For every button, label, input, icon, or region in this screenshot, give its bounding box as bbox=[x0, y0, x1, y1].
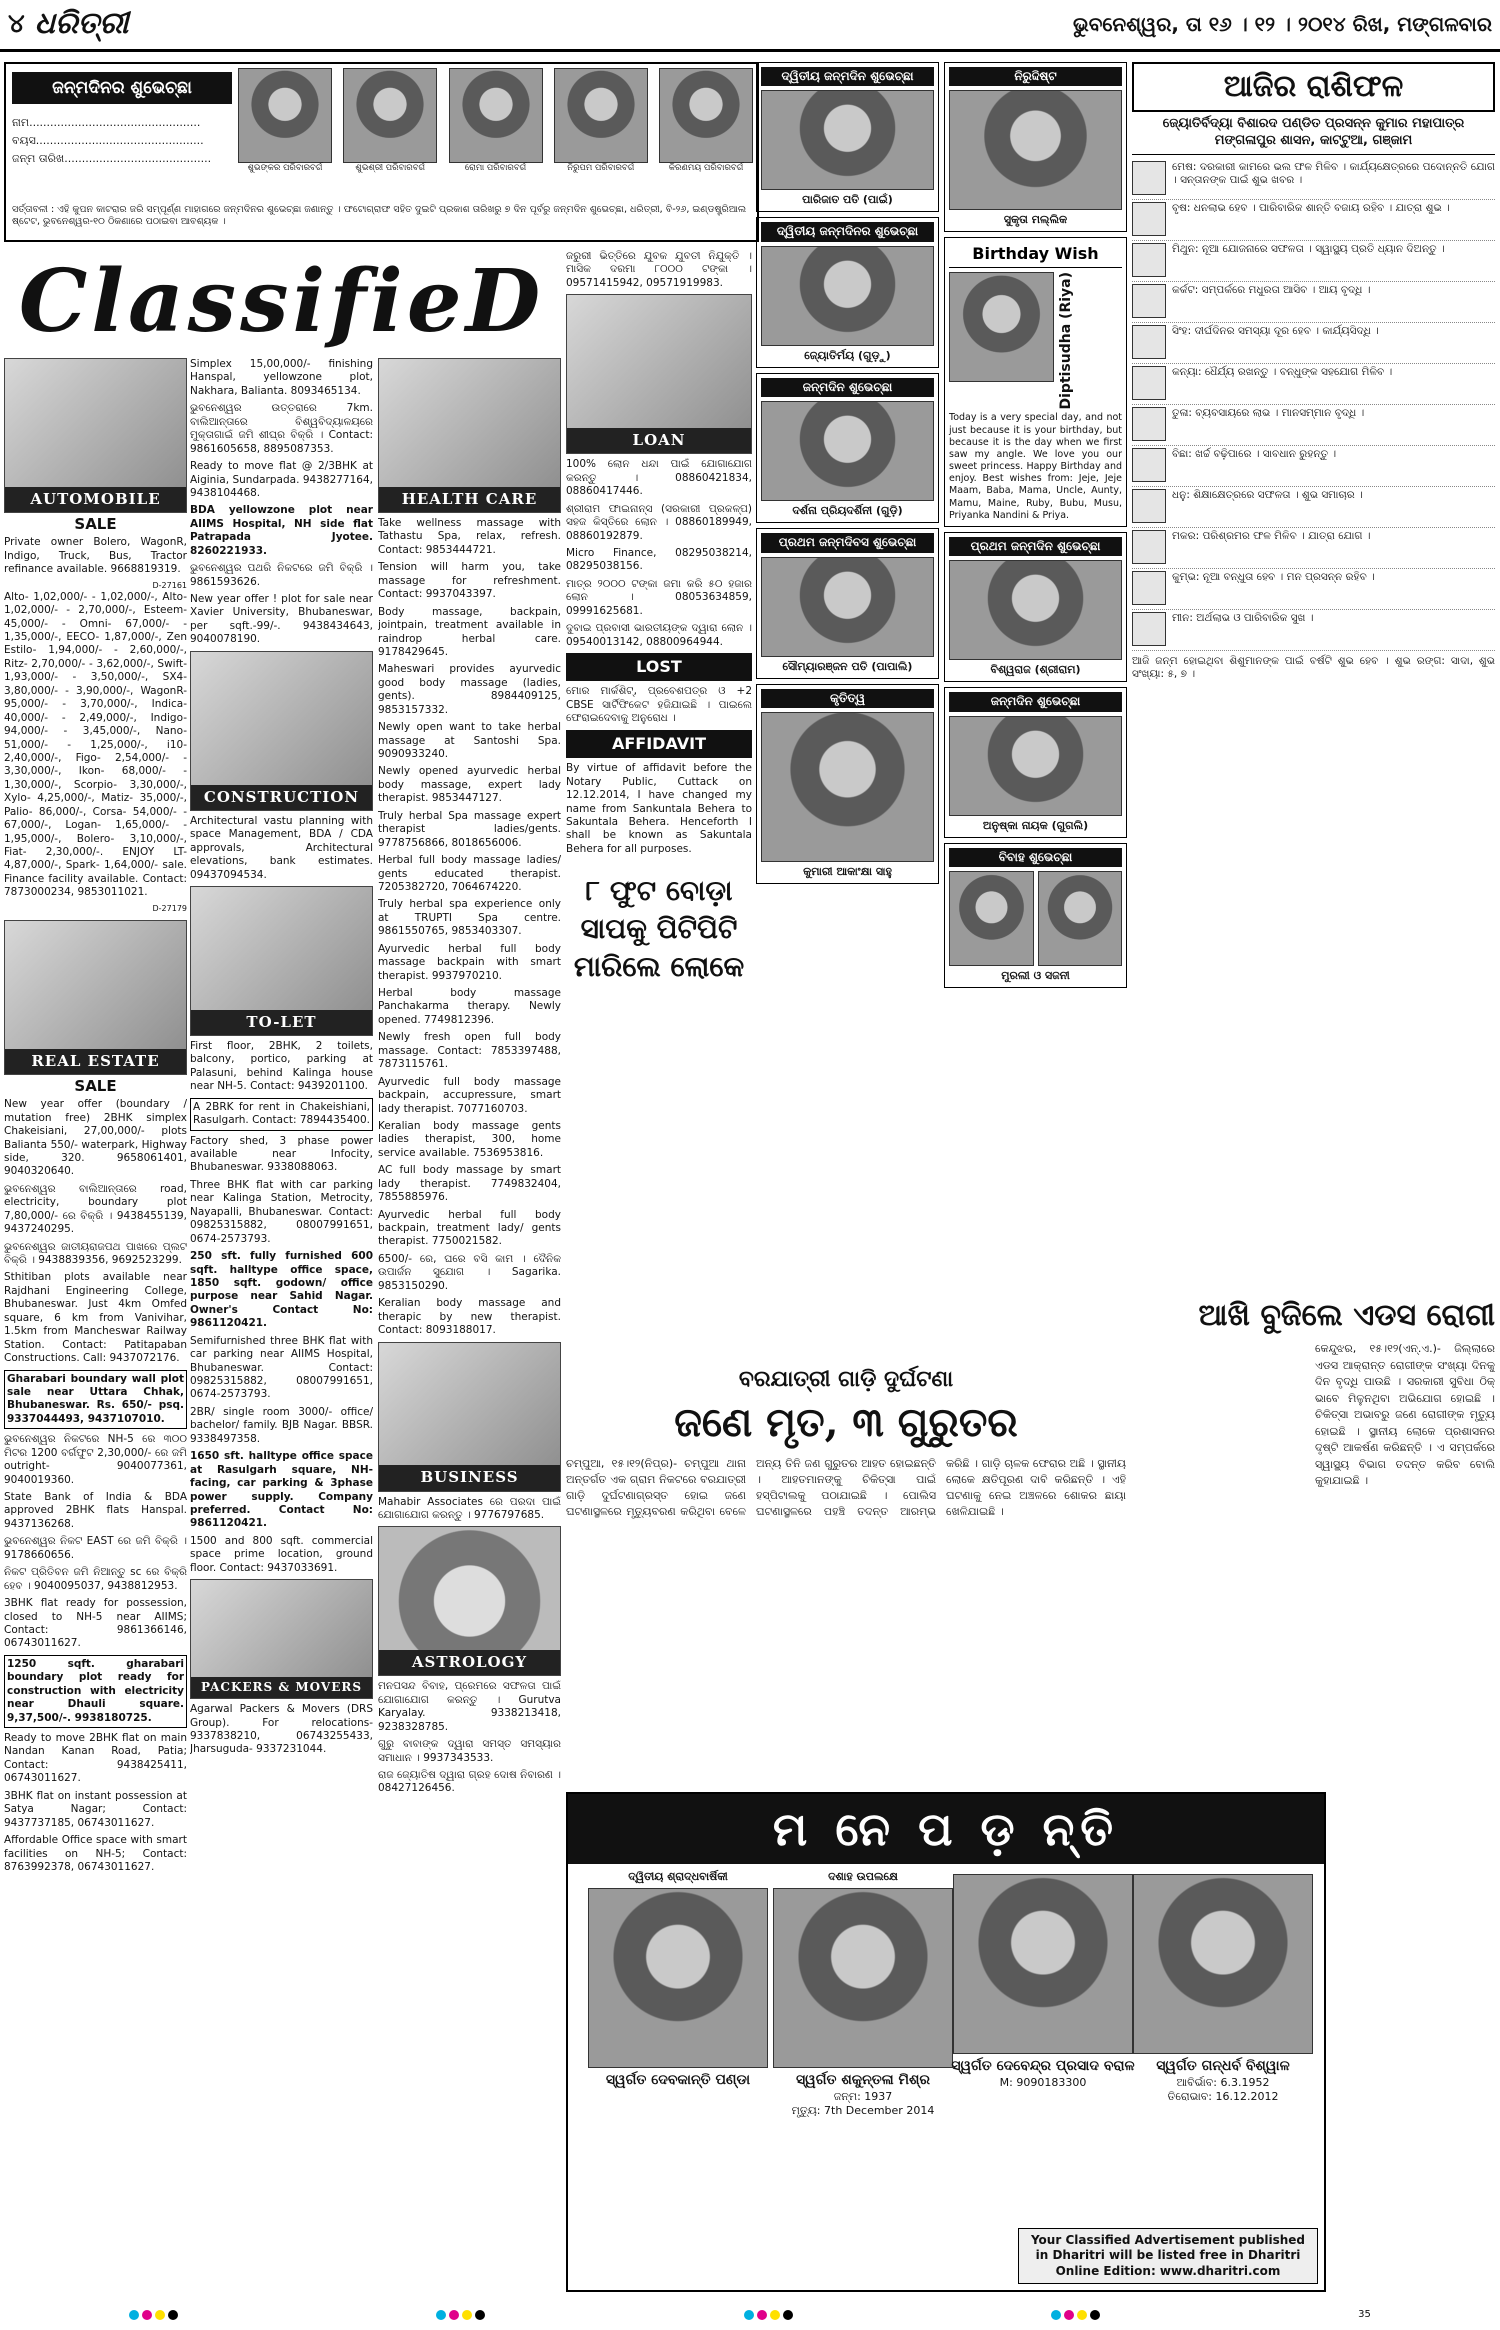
automobile-image bbox=[4, 358, 187, 513]
classified-ad: BDA yellowzone plot near AIIMS Hospital, NH side flat Patrapada Jyotee. 8260221933. bbox=[190, 504, 373, 557]
form-age-line[interactable]: ବୟସ................................................ bbox=[12, 134, 204, 147]
classified-ad-boxed: A 2BRK for rent in Chakeishiani, Rasulgarh. Contact: 7894435400. bbox=[190, 1098, 373, 1131]
construction-image bbox=[190, 651, 373, 811]
loan-image bbox=[566, 294, 752, 454]
classified-ad: 3BHK flat ready for possession, closed to NH-5 near AIIMS; Contact: 9861366146, 06743011627. bbox=[4, 1597, 187, 1650]
wish-title: ଦ୍ୱିତୀୟ ଜନ୍ମଦିନର ଶୁଭେଚ୍ଛା bbox=[761, 222, 934, 241]
child-photo bbox=[949, 560, 1122, 660]
coupon-title: ଜନ୍ମଦିନର ଶୁଭେଚ୍ଛା bbox=[12, 72, 232, 104]
wish-name: ବିଶ୍ୱରାଜ (ଶ୍ରୀରାମ) bbox=[990, 663, 1081, 677]
horoscope-entry: ମୀନ: ଅର୍ଥଲାଭ ଓ ପାରିବାରିକ ସୁଖ । bbox=[1172, 611, 1314, 624]
wish-name: ପାରିଜାତ ପତି (ପାଇଁ) bbox=[802, 193, 893, 207]
wish-box bbox=[944, 532, 1127, 682]
classified-ad: ଭୁବନେଶ୍ୱର ବାଲିଆନ୍ତାରେ road, electricity, boundary plot 7,80,000/- ରେ ବିକ୍ରି । 9438455139, 9437240295. bbox=[4, 1182, 187, 1236]
classified-ad: Mahabir Associates ରେ ପରଦା ପାଇଁ ଯୋଗାଯୋଗ କରନ୍ତୁ । 9776797685. bbox=[378, 1495, 561, 1521]
coupon-terms: ସର୍ତ୍ତାବଳୀ : ଏହି କୁପନ କାଟରାର ଜରି ସମ୍ପୂର୍ଣ୍ଣ ମାହାଗରେ ଜନ୍ମଦିନର ଶୁଭେଚ୍ଛା ଜଣାନ୍ତୁ । ଫଟୋଗ୍ରାଫ ସହିତ ଦୁଇଟି ପ୍ରକାଶ ତାରିଖରୁ ୭ ଦିନ ପୂର୍ବରୁ ଜନ୍ମଦିନ ଶୁଭେଚ୍ଛା, ଧରିତ୍ରୀ, ବି-୨୬, ଇଣ୍ଡଷ୍ଟ୍ରିଆଲ ଷ୍ଟେଟ, ଭୁବନେଶ୍ୱର-୧୦ ଠିକଣାରେ ପଠାଇବା ଆବଶ୍ୟକ । bbox=[12, 204, 747, 227]
classified-ad: Simplex 15,00,000/- finishing Hanspal, yellowzone plot, Nakhara, Balianta. 8093465134. bbox=[190, 358, 373, 397]
horoscope-section bbox=[1132, 62, 1495, 1262]
wish-name: ଦର୍ଶନା ପ୍ରିୟଦର୍ଶିନୀ (ଗୁଡ଼ି) bbox=[792, 504, 903, 518]
classified-ad: ଜରୁରୀ ଭିତ୍ତିରେ ଯୁବକ ଯୁବତୀ ନିଯୁକ୍ତି । ମାସିକ ଦରମା ୮୦୦୦ ଟଙ୍କା । 09571415942, 09571919983. bbox=[566, 250, 752, 289]
libra-icon bbox=[1132, 407, 1166, 441]
ad-code: D-27161 bbox=[152, 580, 187, 590]
classified-ad: Maheswari provides ayurvedic good body massage (ladies, gents). 8984409125, 9853157332. bbox=[378, 663, 561, 716]
loan-label: LOAN bbox=[567, 428, 751, 453]
classified-ad: Herbal full body massage ladies/ gents educated therapist. 7205382720, 7064674220. bbox=[378, 854, 561, 893]
horoscope-entry: ବିଛା: ଖର୍ଚ୍ଚ ବଢ଼ିପାରେ । ସାବଧାନ ରୁହନ୍ତୁ । bbox=[1172, 447, 1337, 460]
tolet-image bbox=[190, 886, 373, 1036]
classified-ad: Ready to move 2BHK flat on main Nandan Kanan Road, Patia; Contact: 9438425411, 06743011627. bbox=[4, 1732, 187, 1785]
gemini-icon bbox=[1132, 243, 1166, 277]
classified-ad-boxed: Gharabari boundary wall plot sale near Uttara Chhak, Bhubaneswar. Rs. 650/- psq. 9337044493, 9437107010. bbox=[4, 1370, 187, 1430]
classified-ad: Three BHK flat with car parking near Kalinga Station, Metrocity, Nayapalli, Bhubaneswar. Contact: 09825315882, 08007991651, 0674-2573793. bbox=[190, 1178, 373, 1245]
page-header bbox=[0, 0, 1500, 52]
classified-ad: ଭୁବନେଶ୍ୱର ଉତ୍ତରାରେ 7km. ବାଲିଆନ୍ତାରେ ବିଶ୍ୱବିଦ୍ୟାଳୟରେ ମୁକ୍ତାଗାଇଁ ଜମି ଶୀଘ୍ର ବିକ୍ରି । Contact: 9861605658, 8895087353. bbox=[190, 402, 373, 455]
classified-ad: AC full body massage by smart lady therapist. 7749832404, 7855885976. bbox=[378, 1164, 561, 1204]
wish-box bbox=[756, 217, 939, 367]
memorial-item: ସ୍ୱର୍ଗତ ଗନ୍ଧର୍ବ ବିଶ୍ୱାଳ ଆବିର୍ଭାବ: 6.3.1952 ତିରୋଭାବ: 16.12.2012 bbox=[1123, 1870, 1323, 2104]
child-photo bbox=[761, 557, 934, 657]
classified-ad: Ready to move flat @ 2/3BHK at Aiginia, Sundarpada. 9438277164, 9438104468. bbox=[190, 460, 373, 499]
wedding-names: ମୁରଲୀ ଓ ସଜନୀ bbox=[1001, 969, 1070, 983]
classified-ad: Newly fresh open full body massage. Contact: 7853397488, 7873115761. bbox=[378, 1031, 561, 1071]
classified-ad-boxed: 1250 sqft. gharabari boundary plot ready for construction with electricity near Dhauli square. 9,37,500/-. 9938180725. bbox=[4, 1655, 187, 1728]
classified-ad: Keralian body massage and therapic by new therapist. Contact: 8093188017. bbox=[378, 1297, 561, 1337]
cancer-icon bbox=[1132, 284, 1166, 318]
child-photo bbox=[554, 68, 648, 163]
classified-ad: Ayurvedic herbal full body massage backpain with smart therapist. 9937970210. bbox=[378, 942, 561, 982]
classified-ad: Tension will harm you, take massage for refreshment. Contact: 9937043397. bbox=[378, 561, 561, 601]
astrology-image bbox=[378, 1526, 561, 1676]
person-photo bbox=[1133, 1874, 1313, 2054]
memorial-item: ଦ୍ୱିତୀୟ ଶ୍ରାଦ୍ଧବାର୍ଷିକୀ ସ୍ୱର୍ଗତ ଦେବକାନ୍ତି ପଣ୍ଡା bbox=[578, 1870, 778, 2090]
person-photo bbox=[953, 1874, 1133, 2054]
child-photo bbox=[949, 272, 1054, 382]
bride-photo bbox=[1038, 871, 1123, 966]
scorpio-icon bbox=[1132, 448, 1166, 482]
missing-title: ନିରୁଦ୍ଦିଷ୍ଟ bbox=[949, 67, 1122, 86]
classified-ad: Micro Finance, 08295038214, 08295038156. bbox=[566, 546, 752, 573]
classified-ad: Agarwal Packers & Movers (DRS Group). For relocations- 9337838210, 06743255433, Jharsuguda- 9337231044. bbox=[190, 1703, 373, 1756]
classified-ad: Ayurvedic full body massage backpain, accupressure, smart lady therapist. 7077160703. bbox=[378, 1075, 561, 1115]
classified-ad: First floor, 2BHK, 2 toilets, balcony, portico, parking at Palasuni, behind Kalinga house near NH-5. Contact: 9439201100. bbox=[190, 1039, 373, 1093]
classified-ad: Take wellness massage with Tathastu Spa, relax, refresh. Contact: 9853444721. bbox=[378, 517, 561, 556]
ad-code: D-27179 bbox=[152, 903, 187, 913]
child-photo bbox=[761, 712, 934, 862]
horoscope-entry: ମେଷ: ଦରକାରୀ କାମରେ ଭଲ ଫଳ ମିଳିବ । କାର୍ଯ୍ୟକ୍ଷେତ୍ରରେ ପଦୋନ୍ନତି ଯୋଗ । ସନ୍ତାନଙ୍କ ପାଇଁ ଶୁଭ ଖବର । bbox=[1172, 160, 1495, 187]
real-estate-label: REAL ESTATE bbox=[5, 1049, 186, 1074]
horoscope-footer: ଆଜି ଜନ୍ମ ହୋଇଥିବା ଶିଶୁମାନଙ୍କ ପାଇଁ ବର୍ଷଟି ଶୁଭ ହେବ । ଶୁଭ ରଙ୍ଗ: ସାଦା, ଶୁଭ ସଂଖ୍ୟା: ୫, ୭ । bbox=[1132, 654, 1495, 681]
column-construction-tolet bbox=[190, 358, 373, 2318]
affidavit-notice: By virtue of affidavit before the Notary Public, Cuttack on 12.12.2014, I have changed my name from Sankuntala Behera to Sakuntala Behera. Henceforth I shall be known as Sakuntala Behera for all purposes. bbox=[566, 762, 752, 855]
child-photo bbox=[449, 68, 543, 163]
wish-title: କୃତିତ୍ୱ bbox=[761, 689, 934, 708]
classified-ad: 250 sft. fully furnished 600 sqft. halltype office space, 1850 sqft. godown/ office purpose near Sahid Nagar. Owner's Contact No: 9861120421. bbox=[190, 1250, 373, 1330]
horoscope-author: ଜ୍ୟୋତିର୍ବିଦ୍ୟା ବିଶାରଦ ପଣ୍ଡିତ ପ୍ରସନ୍ନ କୁମାର ମହାପାତ୍ର ମଙ୍ଗଳାପୁର ଶାସନ, କାଟ୍ଟୁଆ, ଗଞ୍ଜାମ bbox=[1132, 112, 1495, 154]
business-image bbox=[378, 1342, 561, 1492]
child-photo bbox=[659, 68, 753, 163]
wish-box bbox=[756, 684, 939, 884]
coupon-form bbox=[12, 114, 262, 168]
person-photo bbox=[773, 1888, 953, 2068]
wish-box bbox=[756, 373, 939, 523]
wish-name: ଜ୍ୟୋତିର୍ମୟ (ଗୁଡ଼ୁ) bbox=[804, 348, 891, 362]
automobile-sale-heading: SALE bbox=[74, 515, 117, 533]
pisces-icon bbox=[1132, 612, 1166, 646]
classified-ad: New year offer ! plot for sale near Xavier University, Bhubaneswar, per sqft.-99/-. 9438434643, 9040078190. bbox=[190, 593, 373, 646]
business-label: BUSINESS bbox=[379, 1465, 560, 1490]
child-photo bbox=[761, 246, 934, 346]
photo-caption: ନିରୁପମ ପରିବାରବର୍ଗ bbox=[567, 163, 635, 173]
horoscope-entry: ତୁଳା: ବ୍ୟବସାୟରେ ଲାଭ । ମାନସମ୍ମାନ ବୃଦ୍ଧି । bbox=[1172, 406, 1365, 419]
classified-ad: Alto- 1,02,000/- - 1,02,000/-, Alto- 1,02,000/- - 2,70,000/-, Esteem- 45,000/- - Omni- 67,000/- - 1,35,000/-, EECO- 1,87,000/-, Zen Estilo- 1,94,000/- - 2,60,000/-, Ritz- 2,70,000/- - 3,62,000/-, Swift- 1,93,000/- - 3,50,000/-, SX4- 3,80,000/- - 3,90,000/-, WagonR- 95,000/- - 3,70,000/-, Indica- 40,000/- - 2,49,000/-, Indigo- 94,000/- - 3,45,000/-, Nano- 51,000/- - 1,25,000/-, i10- 2,40,000/-, Figo- 2,54,000/- - 3,30,000/-, Ikon- 68,000/- - 1,30,000/-, Scorpio- 3,30,000/-, Xylo- 4,25,000/-, Matiz- 35,000/-, Palio- 86,000/-, Corsa- 54,000/- - 67,000/-, Logan- 1,65,000/- - 1,95,000/-, Bolero- 3,10,000/-, Fiat- 2,30,000/-. ENJOY LT- 4,87,000/-, Spark- 1,64,000/- sale. Finance facility available. Contact: 7873000234, 9853011021. bbox=[4, 590, 187, 899]
memorial-banner: ମ ନେ ପ ଡ଼ ନ୍ତି bbox=[568, 1794, 1324, 1864]
online-edition-promo: Your Classified Advertisement published in Dharitri will be listed free in Dharitri Online Edition: www.dharitri.com bbox=[1018, 2228, 1318, 2284]
horoscope-entry: ଧନୁ: ଶିକ୍ଷାକ୍ଷେତ୍ରରେ ସଫଳତା । ଶୁଭ ସମାଚାର । bbox=[1172, 488, 1363, 501]
wish-name: ଅନୁଷ୍କା ନାୟକ (ଗୁଗଲି) bbox=[982, 818, 1089, 832]
classified-ad: Sthitiban plots available near Rajdhani Engineering College, Bhubaneswar. Just 4km Omfed square, 6 km from Vanivihar, 1.5km from Mancheswar Railway Station. Contact: Patitapaban Constructions. Call: 9437072176. bbox=[4, 1271, 187, 1365]
classified-ad: New year offer (boundary / mutation free) 2BHK simplex Chakeisiani, 27,00,000/- plots Balianta 550/- waterpark, Highway side, 320. 9658061401, 9040320640. bbox=[4, 1098, 187, 1178]
birthday-wish-message: Today is a very special day, and not just because it is your birthday, but because it is the day when we first saw my angle. We love you our sweet princess. Happy Birthday and enjoy. Best wishes from: Jeje, Jeje Maam, Baba, Mama, Uncle, Aunty, Mamu, Maine, Ruby, Bubu, Musu, Priyanka Nandini & Priya. bbox=[949, 412, 1122, 521]
horoscope-entry: ସିଂହ: ଦୀର୍ଘଦିନର ସମସ୍ୟା ଦୂର ହେବ । କାର୍ଯ୍ୟସିଦ୍ଧି । bbox=[1172, 324, 1379, 337]
column-wishes-b bbox=[944, 62, 1127, 1232]
classified-ad: Newly opened ayurvedic herbal body massage, expert lady therapist. 9853447127. bbox=[378, 765, 561, 805]
story-kicker: ବରଯାତ୍ରୀ ଗାଡ଼ି ଦୁର୍ଘଟଣା bbox=[738, 1366, 954, 1392]
lost-notice: ମୋର ମାର୍କଶିଟ୍, ପ୍ରବେଶପତ୍ର ଓ +2 CBSE ସାର୍ଟିଫିକେଟ ହଜିଯାଇଛି । ପାଇଲେ ଫେରାଇଦେବାକୁ ଅନୁରୋଧ । bbox=[566, 685, 752, 725]
automobile-label: AUTOMOBILE bbox=[5, 487, 186, 512]
classified-ad: Private owner Bolero, WagonR, Indigo, Truck, Bus, Tractor refinance available. 9668819319. bbox=[4, 536, 187, 576]
registration-dots bbox=[1051, 2310, 1100, 2320]
child-photo bbox=[761, 90, 934, 190]
classified-ad: Factory shed, 3 phase power available near Infocity, Bhubaneswar. 9338088063. bbox=[190, 1134, 373, 1174]
classified-ad: State Bank of India & BDA approved 2BHK flats Hanspal. 9437136268. bbox=[4, 1491, 187, 1530]
person-photo bbox=[949, 90, 1122, 210]
classified-ad: Semifurnished three BHK flat with car parking near AIIMS Hospital, Bhubaneswar. Contact: 09825315882, 08007991651, 0674-2573793. bbox=[190, 1334, 373, 1401]
classified-ad: Body massage, backpain, jointpain, treatment available in raindrop herbal care. 9178429645. bbox=[378, 605, 561, 658]
story-headline: ଆଖି ବୁଜିଲେ ଏଡସ ରୋଗୀ bbox=[1198, 1298, 1495, 1333]
memorial-item: ସ୍ୱର୍ଗତ ଦେବେନ୍ଦ୍ର ପ୍ରସାଦ ବରାଳ M: 9090183300 bbox=[943, 1870, 1143, 2090]
wish-box bbox=[756, 62, 939, 212]
classified-ad: ମାତ୍ର ୨୦୦୦ ଟଙ୍କା ଜମା କରି ୫୦ ହଜାର ଲୋନ । 08053634859, 09991625681. bbox=[566, 577, 752, 617]
classified-ad: ଭୁବନେଶ୍ୱର ନିକଟରେ NH-5 ରେ ୩୦୦ ମିଟର 1200 ବର୍ଗଫୁଟ 2,30,000/- ରେ ଜମି outright- 9040077361, 9040019360. bbox=[4, 1433, 187, 1486]
memorial-section bbox=[566, 1792, 1326, 2292]
sagittarius-icon bbox=[1132, 489, 1166, 523]
wish-title: ଜନ୍ମଦିନ ଶୁଭେଚ୍ଛା bbox=[949, 692, 1122, 711]
classified-ad: Truly herbal Spa massage expert therapist ladies/gents. 9778756866, 8018656006. bbox=[378, 809, 561, 849]
wish-title: ପ୍ରଥମ ଜନ୍ମଦିନ ଶୁଭେଚ୍ଛା bbox=[949, 537, 1122, 556]
story-body: କେନ୍ଦୁଝର, ୧୫।୧୨(ଏନ୍.ଏ.)- ଜିଲ୍ଲାରେ ଏଡସ ଆକ୍ରାନ୍ତ ରୋଗୀଙ୍କ ସଂଖ୍ୟା ଦିନକୁ ଦିନ ବୃଦ୍ଧି ପାଉଛି । ସରକାରୀ ସୁବିଧା ଠିକ୍ ଭାବେ ମିଳୁନଥିବା ଅଭିଯୋଗ ହୋଇଛି । ଚିକିତ୍ସା ଅଭାବରୁ ଜଣେ ରୋଗୀଙ୍କ ମୃତ୍ୟୁ ହୋଇଛି । ସ୍ଥାନୀୟ ଲୋକେ ପ୍ରଶାସନର ଦୃଷ୍ଟି ଆକର୍ଷଣ କରିଛନ୍ତି । ଏ ସମ୍ପର୍କରେ ସ୍ୱାସ୍ଥ୍ୟ ବିଭାଗ ତଦନ୍ତ କରିବ ବୋଲି କୁହାଯାଇଛି । bbox=[1315, 1342, 1495, 1487]
classified-ad: 3BHK flat on instant possession at Satya Nagar; Contact: 9437737185, 06743011627. bbox=[4, 1789, 187, 1829]
registration-dots bbox=[744, 2310, 793, 2320]
date-line: ଭୁବନେଶ୍ୱର, ତା ୧୬ । ୧୨ । ୨୦୧୪ ରିଖ, ମଙ୍ଗଳବାର bbox=[1073, 11, 1492, 36]
missing-notice bbox=[944, 62, 1127, 232]
form-name-line[interactable]: ନାମ................................................. bbox=[12, 116, 201, 129]
story-headline: ଜଣେ ମୃତ, ୩ ଗୁରୁତର bbox=[674, 1399, 1018, 1447]
column-wishes-a bbox=[756, 62, 939, 1232]
classified-ad: ଭୁବନେଶ୍ୱର ନିକଟ EAST ରେ ଜମି ବିକ୍ରି । 9178660656. bbox=[4, 1535, 187, 1561]
memorial-items bbox=[568, 1870, 1324, 2200]
classified-ad: Architectural vastu planning with space Management, BDA / CDA approvals, Architectural elevations, bank estimates. 09437094534. bbox=[190, 814, 373, 881]
wish-title: ଜନ୍ମଦିନ ଶୁଭେଚ୍ଛା bbox=[761, 378, 934, 397]
horoscope-entry: ବୃଷ: ଧନଲାଭ ହେବ । ପାରିବାରିକ ଶାନ୍ତି ବଜାୟ ରହିବ । ଯାତ୍ରା ଶୁଭ । bbox=[1172, 201, 1450, 214]
classified-ad: 6500/- ରେ, ଘରେ ବସି କାମ । ଦୈନିକ ଉପାର୍ଜନ ସୁଯୋଗ । Sagarika. 9853150290. bbox=[378, 1252, 561, 1292]
wish-name: ସୌମ୍ୟାରଞ୍ଜନ ପତି (ପାପାଲି) bbox=[782, 659, 913, 673]
classified-ad: 100% ଲୋନ ଧନ୍ଦା ପାଇଁ ଯୋଗାଯୋଗ କରନ୍ତୁ । 08860421834, 08860417446. bbox=[566, 458, 752, 498]
newspaper-logo: ଧରିତ୍ରୀ bbox=[34, 6, 129, 42]
registration-dots bbox=[436, 2310, 485, 2320]
birthday-wish-box bbox=[944, 237, 1127, 526]
classified-banner: ClassifieD bbox=[18, 251, 545, 353]
missing-name: ସୁକୃତା ମଲ୍ଲିକ bbox=[1003, 213, 1068, 227]
horoscope-entry: ମିଥୁନ: ନୂଆ ଯୋଜନାରେ ସଫଳତା । ସ୍ୱାସ୍ଥ୍ୟ ପ୍ରତି ଧ୍ୟାନ ଦିଅନ୍ତୁ । bbox=[1172, 242, 1445, 255]
birthday-coupon bbox=[4, 62, 759, 242]
real-estate-sale-heading: SALE bbox=[74, 1077, 117, 1096]
aquarius-icon bbox=[1132, 571, 1166, 605]
classified-ad: 2BR/ single room 3000/- office/ bachelor/ family. BJB Nagar. BBSR. 9338497358. bbox=[190, 1405, 373, 1445]
wedding-title: ବିବାହ ଶୁଭେଚ୍ଛା bbox=[949, 848, 1122, 867]
classified-ad: ଦୁବାଇ ପ୍ରବାସୀ ଭାରତୀୟଙ୍କ ଦ୍ୱାରା ଲୋନ । 09540013142, 08800964944. bbox=[566, 622, 752, 648]
horoscope-title: ଆଜିର ରାଶିଫଳ bbox=[1132, 62, 1495, 112]
column-healthcare bbox=[378, 358, 561, 2318]
child-photo bbox=[343, 68, 437, 163]
classified-ad: Keralian body massage gents ladies therapist, 300, home service available. 7536953816. bbox=[378, 1119, 561, 1159]
taurus-icon bbox=[1132, 202, 1166, 236]
virgo-icon bbox=[1132, 366, 1166, 400]
horoscope-entry: କର୍କଟ: ସମ୍ପର୍କରେ ମଧୁରତା ଆସିବ । ଆୟ ବୃଦ୍ଧି । bbox=[1172, 283, 1371, 296]
wish-box bbox=[756, 528, 939, 678]
photo-caption: ଶୁଭଙ୍କର ପରିବାରବର୍ଗ bbox=[247, 163, 323, 173]
leo-icon bbox=[1132, 325, 1166, 359]
packers-image bbox=[190, 1579, 373, 1699]
story-body: ଚମ୍ପୁଆ, ୧୫।୧୨(ନିପ୍ର)- ଚମ୍ପୁଆ ଥାନା ଅନ୍ତର୍ଗତ ଏକ ଗ୍ରାମ ନିକଟରେ ବରଯାତ୍ରୀ ଗାଡ଼ି ଦୁର୍ଘଟଣାଗ୍ରସ୍ତ ହୋଇ ଜଣେ ଘଟଣାସ୍ଥଳରେ ମୃତ୍ୟୁବରଣ କରିଥିବା ବେଳେ ଅନ୍ୟ ତିନି ଜଣ ଗୁରୁତର ଆହତ ହୋଇଛନ୍ତି । ଆହତମାନଙ୍କୁ ଚିକିତ୍ସା ପାଇଁ ହସ୍ପିଟାଲକୁ ପଠାଯାଇଛି । ପୋଲିସ ଘଟଣାସ୍ଥଳରେ ପହଞ୍ଚି ତଦନ୍ତ ଆରମ୍ଭ କରିଛି । ଗାଡ଼ି ଚାଳକ ଫେରାର ଅଛି । ସ୍ଥାନୀୟ ଲୋକେ କ୍ଷତିପୂରଣ ଦାବି କରିଛନ୍ତି । ଏହି ଘଟଣାକୁ ନେଇ ଅଞ୍ଚଳରେ ଶୋକର ଛାୟା ଖେଳିଯାଇଛି । bbox=[566, 1457, 1126, 1519]
wish-name: କୁମାରୀ ଆକାଂକ୍ଷା ସାହୁ bbox=[803, 865, 892, 879]
classified-ad: ମନପସନ୍ଦ ବିବାହ, ପ୍ରେମରେ ସଫଳତା ପାଇଁ ଯୋଗାଯୋଗ କରନ୍ତୁ । Gurutva Karyalay. 9338213418, 9238328785. bbox=[378, 1680, 561, 1733]
page-corner-number: 35 bbox=[1358, 2308, 1371, 2320]
classified-ad: ଭୁବନେଶ୍ୱର ଜାତୀୟରାଜପଥ ପାଖରେ ପ୍ଲଟ ବିକ୍ରି । 9438839356, 9692523299. bbox=[4, 1240, 187, 1267]
lost-heading: LOST bbox=[566, 653, 752, 681]
page-number: ୪ bbox=[8, 8, 25, 39]
column-automobile-realestate bbox=[4, 358, 187, 2318]
horoscope-list bbox=[1132, 159, 1495, 651]
photo-caption: କିରଣମୟ ପରିବାରବର୍ଗ bbox=[668, 163, 744, 173]
wedding-wish-box bbox=[944, 843, 1127, 988]
child-photo bbox=[949, 716, 1122, 816]
accident-story bbox=[566, 1365, 1126, 1780]
capricorn-icon bbox=[1132, 530, 1166, 564]
aries-icon bbox=[1132, 161, 1166, 195]
affidavit-heading: AFFIDAVIT bbox=[566, 730, 752, 758]
health-care-image bbox=[378, 358, 561, 513]
classified-ad: Newly open want to take herbal massage at Santoshi Spa. 9090933240. bbox=[378, 721, 561, 760]
classified-ad: Truly herbal spa experience only at TRUPTI Spa centre. 9861550765, 9853403307. bbox=[378, 898, 561, 938]
memorial-item: ଦଶାହ ଉପଲକ୍ଷେ ସ୍ୱର୍ଗତ ଶକୁନ୍ତଳା ମିଶ୍ର ଜନ୍ମ: 1937 ମୃତ୍ୟୁ: 7th December 2014 bbox=[763, 1870, 963, 2118]
child-photo bbox=[238, 68, 332, 163]
wish-title: ଦ୍ୱିତୀୟ ଜନ୍ମଦିନ ଶୁଭେଚ୍ଛା bbox=[761, 67, 934, 86]
astrology-label: ASTROLOGY bbox=[379, 1650, 560, 1675]
wish-box bbox=[944, 687, 1127, 837]
horoscope-entry: ମକର: ପରିଶ୍ରମର ଫଳ ମିଳିବ । ଯାତ୍ରା ଯୋଗ । bbox=[1172, 529, 1371, 542]
classified-ad: 1650 sft. halltype office space at Rasulgarh square, NH- facing, car parking & 3phase power supply. Company preferred. Contact No: 9861120421. bbox=[190, 1450, 373, 1530]
horoscope-entry: କନ୍ୟା: ଧୈର୍ଯ୍ୟ ରଖନ୍ତୁ । ବନ୍ଧୁଙ୍କ ସହଯୋଗ ମିଳିବ । bbox=[1172, 365, 1393, 378]
photo-caption: ଶୁଭଶ୍ରୀ ପରିବାରବର୍ଗ bbox=[355, 163, 426, 173]
health-care-label: HEALTH CARE bbox=[379, 487, 560, 512]
child-photo bbox=[761, 401, 934, 501]
construction-label: CONSTRUCTION bbox=[191, 785, 372, 810]
column-loan bbox=[566, 250, 752, 1350]
classified-ad: Affordable Office space with smart facilities on NH-5; Contact: 8763992378, 06743011627. bbox=[4, 1834, 187, 1873]
horoscope-entry: କୁମ୍ଭ: ନୂଆ ବନ୍ଧୁତା ହେବ । ମନ ପ୍ରସନ୍ନ ରହିବ । bbox=[1172, 570, 1375, 583]
classified-ad: ନିକଟ ପ୍ରିତିବନ ଜମି ନିଆନ୍ତୁ sc ରେ ବିକ୍ରି ହେବ । 9040095037, 9438812953. bbox=[4, 1566, 187, 1592]
classified-ad: ଶ୍ରୀରାମ ଫାଇନାନ୍ସ (ସରକାରୀ ପ୍ରକଳ୍ପ) ସହଜ କିସ୍ତିରେ ଲୋନ । 08860189949, 08860192879. bbox=[566, 502, 752, 542]
classified-ad: ରାଜ ଜ୍ୟୋତିଷ ଦ୍ୱାରା ଗ୍ରହ ଦୋଷ ନିବାରଣ । 08427126456. bbox=[378, 1769, 561, 1795]
birthday-wish-name: Diptisudha (Riya) bbox=[1058, 271, 1074, 410]
photo-caption: ରୋମା ପରିବାରବର୍ଗ bbox=[464, 163, 527, 173]
classified-ad: ଭୁବନେଶ୍ୱର ପଥରି ନିକଟରେ ଜମି ବିକ୍ରି । 9861593626. bbox=[190, 562, 373, 588]
tolet-label: TO-LET bbox=[191, 1010, 372, 1035]
coupon-photos bbox=[238, 68, 753, 198]
classified-ad: 1500 and 800 sqft. commercial space prime location, ground floor. Contact: 9437033691. bbox=[190, 1534, 373, 1574]
classified-ad: Ayurvedic herbal full body backpain, treatment lady/ gents therapist. 7750021582. bbox=[378, 1208, 561, 1248]
print-registration-marks bbox=[0, 2300, 1500, 2330]
snake-headline: ୮ ଫୁଟ ବୋଡ଼ା ସାପକୁ ପିଟିପିଟି ମାରିଲେ ଲୋକେ bbox=[573, 874, 745, 983]
form-dob-line[interactable]: ଜନ୍ମ ତାରିଖ.......................................... bbox=[12, 152, 212, 165]
groom-photo bbox=[949, 871, 1034, 966]
real-estate-image bbox=[4, 920, 187, 1075]
classified-ad: ଗୁରୁ ବାବାଙ୍କ ଦ୍ୱାରା ସମସ୍ତ ସମସ୍ୟାର ସମାଧାନ । 9937343533. bbox=[378, 1738, 561, 1764]
classified-ad: Herbal body massage Panchakarma therapy. Newly opened. 7749812396. bbox=[378, 987, 561, 1026]
birthday-wish-title: Birthday Wish bbox=[949, 242, 1122, 267]
registration-dots bbox=[129, 2310, 178, 2320]
wish-title: ପ୍ରଥମ ଜନ୍ମଦିବସ ଶୁଭେଚ୍ଛା bbox=[761, 533, 934, 552]
person-photo bbox=[588, 1888, 768, 2068]
packers-label: PACKERS & MOVERS bbox=[191, 1677, 372, 1698]
